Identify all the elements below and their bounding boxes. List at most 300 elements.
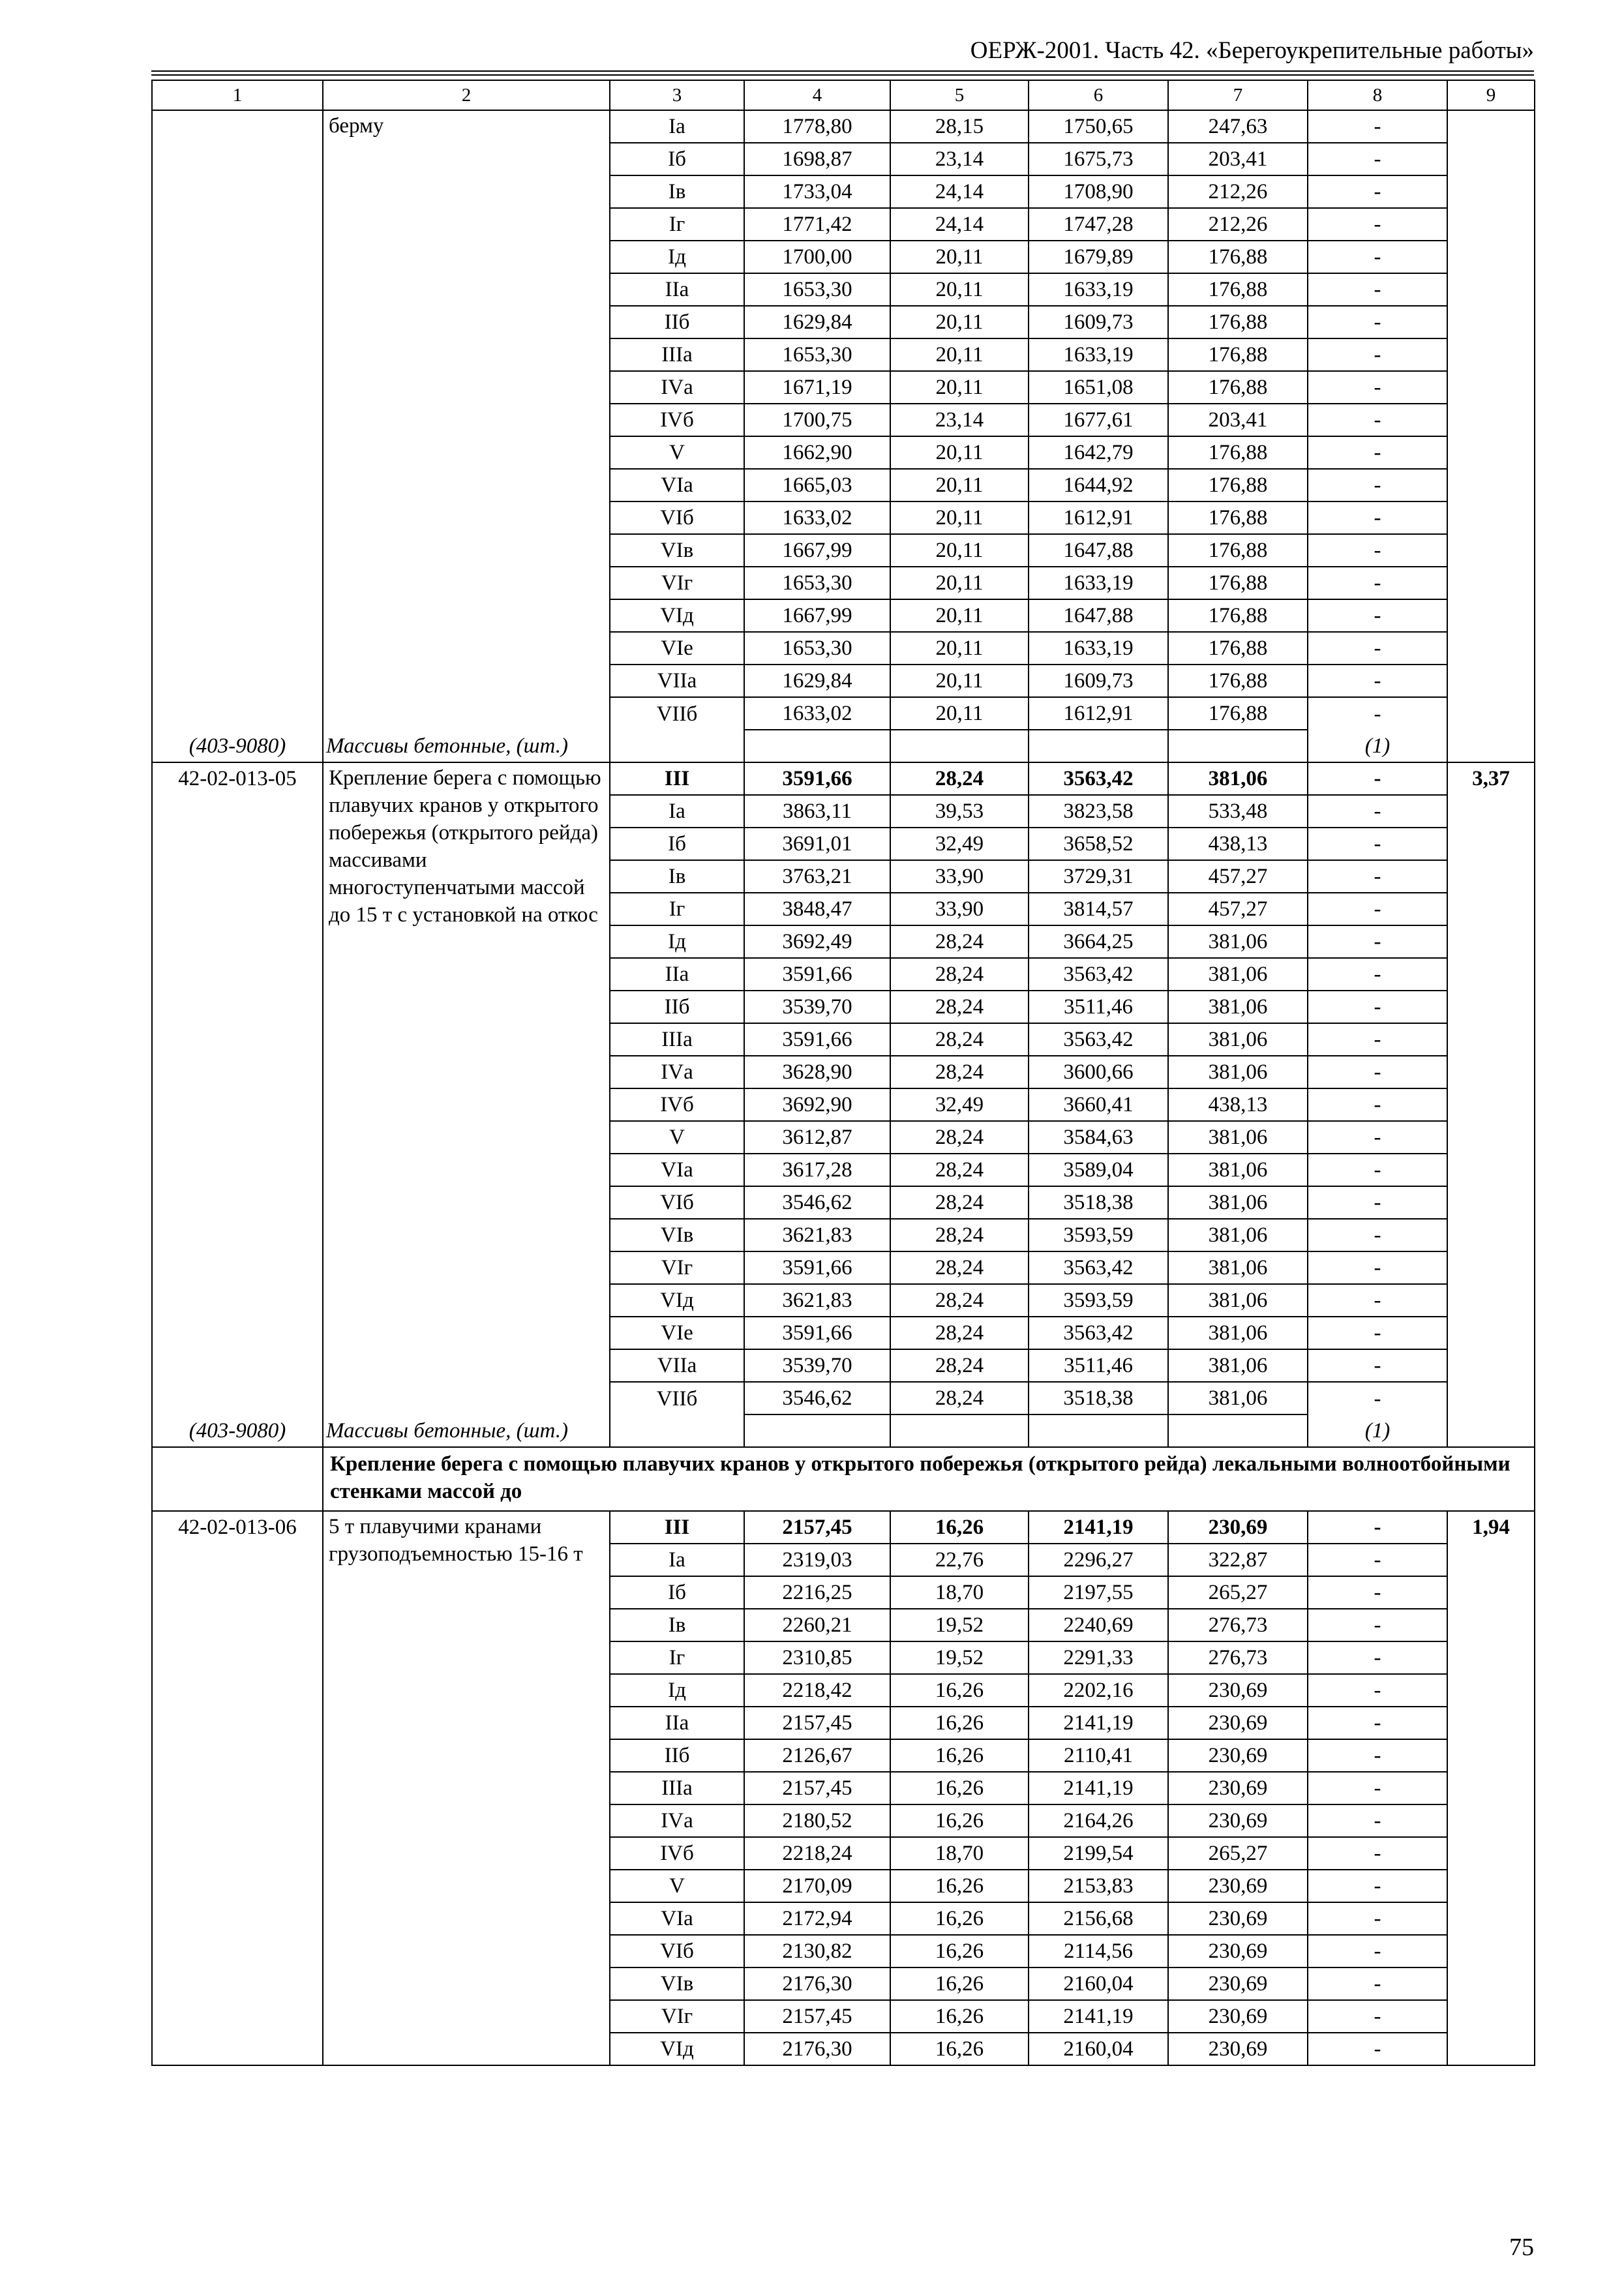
zone-cell: IVб	[610, 1837, 744, 1870]
zone-cell: IIб	[610, 306, 744, 338]
value-cell: -	[1308, 567, 1447, 599]
value-cell: -	[1308, 1641, 1447, 1674]
zone-cell: VIб	[610, 1935, 744, 1967]
value-cell: 2114,56	[1029, 1935, 1168, 1967]
value-cell: 2160,04	[1029, 2033, 1168, 2065]
value-cell: 1647,88	[1029, 534, 1168, 567]
value-cell: 212,26	[1168, 208, 1308, 241]
value-cell: 381,06	[1168, 1219, 1308, 1251]
value-cell: 32,49	[890, 1088, 1029, 1121]
value-cell: 20,11	[890, 469, 1029, 501]
value-cell: 1653,30	[744, 632, 890, 665]
value-cell: 1671,19	[744, 371, 890, 404]
table-row	[152, 1511, 1535, 1544]
rate-code-cell: 42-02-013-05	[152, 762, 323, 1414]
value-cell: 2218,24	[744, 1837, 890, 1870]
value-cell: 230,69	[1168, 1967, 1308, 2000]
table-row	[152, 762, 1535, 795]
value-cell: 28,24	[890, 991, 1029, 1023]
value-cell: -	[1308, 2033, 1447, 2065]
value-cell: 16,26	[890, 1511, 1029, 1544]
value-cell: -	[1308, 1935, 1447, 1967]
value-cell: -	[1308, 860, 1447, 893]
value-cell: 16,26	[890, 1870, 1029, 1902]
value-cell: 20,11	[890, 534, 1029, 567]
value-cell: 28,24	[890, 1154, 1029, 1186]
zone-cell: V	[610, 1870, 744, 1902]
value-cell: -	[1308, 697, 1447, 730]
value-cell: 3621,83	[744, 1219, 890, 1251]
value-cell: 2176,30	[744, 1967, 890, 2000]
value-cell: 3511,46	[1029, 991, 1168, 1023]
value-cell: 381,06	[1168, 1121, 1308, 1154]
value-cell: 20,11	[890, 273, 1029, 306]
zone-cell: V	[610, 1121, 744, 1154]
value-cell: 1633,02	[744, 501, 890, 534]
material-row	[152, 730, 1535, 762]
value-cell: -	[1308, 991, 1447, 1023]
value-cell: 176,88	[1168, 599, 1308, 632]
zone-cell: VIг	[610, 1251, 744, 1284]
zone-cell: III	[610, 762, 744, 795]
zone-cell: VIд	[610, 599, 744, 632]
value-cell: -	[1308, 665, 1447, 697]
value-cell: 33,90	[890, 893, 1029, 925]
zone-cell: VIа	[610, 1902, 744, 1935]
value-cell: -	[1308, 1186, 1447, 1219]
zone-cell: Iб	[610, 143, 744, 175]
value-cell: 176,88	[1168, 241, 1308, 273]
value-cell: 1677,61	[1029, 404, 1168, 436]
value-cell: -	[1308, 1219, 1447, 1251]
value-cell: 203,41	[1168, 404, 1308, 436]
value-cell: 1675,73	[1029, 143, 1168, 175]
zone-cell: V	[610, 436, 744, 469]
value-cell: 23,14	[890, 143, 1029, 175]
empty-cell	[152, 1447, 323, 1511]
empty-cell	[610, 1414, 744, 1447]
value-cell: 16,26	[890, 1935, 1029, 1967]
value-cell: 3539,70	[744, 1349, 890, 1382]
empty-cell	[744, 730, 890, 762]
value-cell: -	[1308, 1837, 1447, 1870]
value-cell: 19,52	[890, 1609, 1029, 1641]
value-cell: 2160,04	[1029, 1967, 1168, 2000]
material-name: Массивы бетонные, (шт.)	[323, 1414, 610, 1447]
value-cell: 1653,30	[744, 338, 890, 371]
value-cell: 2153,83	[1029, 1870, 1168, 1902]
zone-cell: VIб	[610, 1186, 744, 1219]
value-cell: 2310,85	[744, 1641, 890, 1674]
value-cell: 1698,87	[744, 143, 890, 175]
value-cell: -	[1308, 828, 1447, 860]
zone-cell: Iд	[610, 1674, 744, 1707]
value-cell: 1653,30	[744, 273, 890, 306]
value-cell: 1665,03	[744, 469, 890, 501]
value-cell: 2156,68	[1029, 1902, 1168, 1935]
zone-cell: VIг	[610, 2000, 744, 2033]
value-cell: 2176,30	[744, 2033, 890, 2065]
value-cell: -	[1308, 338, 1447, 371]
zone-cell: IIIа	[610, 338, 744, 371]
value-cell: 2197,55	[1029, 1576, 1168, 1609]
value-cell: 176,88	[1168, 338, 1308, 371]
zone-cell: VIIб	[610, 1382, 744, 1414]
rate-code-cell: 42-02-013-06	[152, 1511, 323, 2065]
value-cell: -	[1308, 893, 1447, 925]
value-cell: -	[1308, 958, 1447, 991]
value-cell: 176,88	[1168, 632, 1308, 665]
coefficient-cell: 1,94	[1447, 1511, 1535, 2065]
zone-cell: VIв	[610, 1967, 744, 2000]
value-cell: 16,26	[890, 1707, 1029, 1739]
zone-cell: IVа	[610, 1804, 744, 1837]
value-cell: -	[1308, 1511, 1447, 1544]
value-cell: 3518,38	[1029, 1382, 1168, 1414]
value-cell: 2141,19	[1029, 1707, 1168, 1739]
value-cell: 1633,19	[1029, 567, 1168, 599]
value-cell: -	[1308, 1349, 1447, 1382]
value-cell: 2291,33	[1029, 1641, 1168, 1674]
value-cell: -	[1308, 1739, 1447, 1772]
value-cell: 176,88	[1168, 534, 1308, 567]
material-quantity: (1)	[1308, 1414, 1447, 1447]
value-cell: 322,87	[1168, 1544, 1308, 1576]
value-cell: 3612,87	[744, 1121, 890, 1154]
header-rule	[151, 70, 1534, 72]
value-cell: -	[1308, 208, 1447, 241]
value-cell: -	[1308, 1772, 1447, 1804]
value-cell: 1612,91	[1029, 501, 1168, 534]
value-cell: 3518,38	[1029, 1186, 1168, 1219]
value-cell: -	[1308, 1154, 1447, 1186]
value-cell: 176,88	[1168, 469, 1308, 501]
empty-cell	[744, 1414, 890, 1447]
value-cell: -	[1308, 1609, 1447, 1641]
value-cell: 1609,73	[1029, 306, 1168, 338]
value-cell: -	[1308, 1382, 1447, 1414]
table-row	[152, 110, 1535, 143]
value-cell: 3593,59	[1029, 1219, 1168, 1251]
zone-cell: VIIа	[610, 665, 744, 697]
value-cell: 20,11	[890, 632, 1029, 665]
value-cell: 230,69	[1168, 1511, 1308, 1544]
column-number: 6	[1029, 80, 1168, 110]
zone-cell: VIд	[610, 1284, 744, 1317]
zone-cell: VIIа	[610, 1349, 744, 1382]
value-cell: 16,26	[890, 1739, 1029, 1772]
value-cell: 3511,46	[1029, 1349, 1168, 1382]
rates-table-body	[152, 80, 1535, 2065]
value-cell: 2141,19	[1029, 2000, 1168, 2033]
value-cell: 1771,42	[744, 208, 890, 241]
value-cell: 20,11	[890, 567, 1029, 599]
value-cell: 19,52	[890, 1641, 1029, 1674]
value-cell: 1644,92	[1029, 469, 1168, 501]
value-cell: 1667,99	[744, 599, 890, 632]
value-cell: 3563,42	[1029, 1317, 1168, 1349]
value-cell: 3539,70	[744, 991, 890, 1023]
value-cell: 176,88	[1168, 567, 1308, 599]
value-cell: 28,24	[890, 1121, 1029, 1154]
material-quantity: (1)	[1308, 730, 1447, 762]
value-cell: 3591,66	[744, 1251, 890, 1284]
value-cell: 1662,90	[744, 436, 890, 469]
value-cell: 3664,25	[1029, 925, 1168, 958]
value-cell: 381,06	[1168, 762, 1308, 795]
value-cell: 457,27	[1168, 860, 1308, 893]
material-code: (403-9080)	[152, 730, 323, 762]
material-code: (403-9080)	[152, 1414, 323, 1447]
value-cell: 1647,88	[1029, 599, 1168, 632]
value-cell: 3692,49	[744, 925, 890, 958]
value-cell: 28,24	[890, 925, 1029, 958]
value-cell: 2170,09	[744, 1870, 890, 1902]
value-cell: 28,15	[890, 110, 1029, 143]
value-cell: -	[1308, 1576, 1447, 1609]
value-cell: 20,11	[890, 241, 1029, 273]
value-cell: -	[1308, 1056, 1447, 1088]
value-cell: 1633,19	[1029, 338, 1168, 371]
value-cell: 276,73	[1168, 1609, 1308, 1641]
value-cell: 2240,69	[1029, 1609, 1168, 1641]
value-cell: 457,27	[1168, 893, 1308, 925]
value-cell: -	[1308, 2000, 1447, 2033]
value-cell: 20,11	[890, 436, 1029, 469]
value-cell: 203,41	[1168, 143, 1308, 175]
value-cell: 381,06	[1168, 1186, 1308, 1219]
value-cell: 2141,19	[1029, 1772, 1168, 1804]
value-cell: 230,69	[1168, 1935, 1308, 1967]
zone-cell: IIа	[610, 1707, 744, 1739]
zone-cell: VIа	[610, 1154, 744, 1186]
value-cell: 2172,94	[744, 1902, 890, 1935]
value-cell: 1700,75	[744, 404, 890, 436]
zone-cell: IIIа	[610, 1772, 744, 1804]
column-number: 7	[1168, 80, 1308, 110]
value-cell: 16,26	[890, 1772, 1029, 1804]
value-cell: -	[1308, 501, 1447, 534]
value-cell: -	[1308, 762, 1447, 795]
column-number-row	[152, 80, 1535, 110]
zone-cell: IIа	[610, 958, 744, 991]
value-cell: -	[1308, 1804, 1447, 1837]
value-cell: 1633,19	[1029, 632, 1168, 665]
column-number: 2	[323, 80, 610, 110]
empty-cell	[890, 1414, 1029, 1447]
value-cell: 381,06	[1168, 1349, 1308, 1382]
value-cell: 247,63	[1168, 110, 1308, 143]
value-cell: 3593,59	[1029, 1284, 1168, 1317]
zone-cell: Iб	[610, 1576, 744, 1609]
value-cell: 176,88	[1168, 697, 1308, 730]
value-cell: 2130,82	[744, 1935, 890, 1967]
value-cell: 33,90	[890, 860, 1029, 893]
value-cell: 28,24	[890, 1317, 1029, 1349]
value-cell: 381,06	[1168, 958, 1308, 991]
value-cell: 1651,08	[1029, 371, 1168, 404]
value-cell: -	[1308, 534, 1447, 567]
value-cell: 20,11	[890, 371, 1029, 404]
value-cell: 230,69	[1168, 1739, 1308, 1772]
column-number: 5	[890, 80, 1029, 110]
empty-cell	[610, 730, 744, 762]
value-cell: 1642,79	[1029, 436, 1168, 469]
value-cell: 2157,45	[744, 2000, 890, 2033]
value-cell: 39,53	[890, 795, 1029, 828]
zone-cell: VIа	[610, 469, 744, 501]
value-cell: -	[1308, 1284, 1447, 1317]
value-cell: 23,14	[890, 404, 1029, 436]
value-cell: -	[1308, 143, 1447, 175]
value-cell: 2110,41	[1029, 1739, 1168, 1772]
value-cell: -	[1308, 110, 1447, 143]
value-cell: 3691,01	[744, 828, 890, 860]
value-cell: 20,11	[890, 306, 1029, 338]
value-cell: 18,70	[890, 1837, 1029, 1870]
zone-cell: Iв	[610, 175, 744, 208]
value-cell: 381,06	[1168, 1284, 1308, 1317]
value-cell: 381,06	[1168, 1056, 1308, 1088]
value-cell: -	[1308, 1967, 1447, 2000]
zone-cell: Iа	[610, 795, 744, 828]
value-cell: -	[1308, 1674, 1447, 1707]
value-cell: 265,27	[1168, 1837, 1308, 1870]
value-cell: 16,26	[890, 1902, 1029, 1935]
value-cell: 20,11	[890, 665, 1029, 697]
value-cell: 381,06	[1168, 925, 1308, 958]
rate-description: 5 т плавучими кранами грузоподъемностью 15-16 т	[323, 1511, 610, 2065]
value-cell: -	[1308, 1902, 1447, 1935]
value-cell: -	[1308, 1251, 1447, 1284]
zone-cell: Iг	[610, 893, 744, 925]
value-cell: -	[1308, 1707, 1447, 1739]
zone-cell: IVб	[610, 1088, 744, 1121]
zone-cell: Iб	[610, 828, 744, 860]
value-cell: 3546,62	[744, 1186, 890, 1219]
value-cell: 32,49	[890, 828, 1029, 860]
zone-cell: Iа	[610, 1544, 744, 1576]
value-cell: 230,69	[1168, 1674, 1308, 1707]
value-cell: 1633,19	[1029, 273, 1168, 306]
value-cell: 1700,00	[744, 241, 890, 273]
zone-cell: IIб	[610, 1739, 744, 1772]
rate-description: Крепление берега с помощью плавучих кранов у открытого побережья (открытого рейда) массивами многоступенчатыми массой до 15 т с установкой на откос	[323, 762, 610, 1414]
value-cell: 176,88	[1168, 436, 1308, 469]
value-cell: 176,88	[1168, 306, 1308, 338]
value-cell: 176,88	[1168, 371, 1308, 404]
empty-cell	[1029, 1414, 1168, 1447]
value-cell: -	[1308, 599, 1447, 632]
value-cell: -	[1308, 1544, 1447, 1576]
value-cell: 3591,66	[744, 1317, 890, 1349]
value-cell: 1629,84	[744, 306, 890, 338]
empty-cell	[890, 730, 1029, 762]
zone-cell: Iа	[610, 110, 744, 143]
value-cell: 1609,73	[1029, 665, 1168, 697]
value-cell: 2319,03	[744, 1544, 890, 1576]
value-cell: 3823,58	[1029, 795, 1168, 828]
value-cell: 1750,65	[1029, 110, 1168, 143]
coefficient-cell	[1447, 110, 1535, 762]
section-heading: Крепление берега с помощью плавучих кранов у открытого побережья (открытого рейда) лекальными волноотбойными стенками массой до	[323, 1447, 1535, 1511]
zone-cell: IIIа	[610, 1023, 744, 1056]
value-cell: 2199,54	[1029, 1837, 1168, 1870]
value-cell: 3591,66	[744, 762, 890, 795]
value-cell: 18,70	[890, 1576, 1029, 1609]
page-number: 75	[1509, 2234, 1534, 2261]
value-cell: 3848,47	[744, 893, 890, 925]
value-cell: 28,24	[890, 1186, 1029, 1219]
value-cell: -	[1308, 371, 1447, 404]
zone-cell: VIг	[610, 567, 744, 599]
value-cell: 2180,52	[744, 1804, 890, 1837]
value-cell: 16,26	[890, 2000, 1029, 2033]
zone-cell: Iв	[610, 860, 744, 893]
value-cell: 16,26	[890, 2033, 1029, 2065]
zone-cell: IVа	[610, 1056, 744, 1088]
value-cell: 381,06	[1168, 991, 1308, 1023]
value-cell: 3584,63	[1029, 1121, 1168, 1154]
column-number: 9	[1447, 80, 1535, 110]
value-cell: 381,06	[1168, 1251, 1308, 1284]
coefficient-cell: 3,37	[1447, 762, 1535, 1447]
zone-cell: Iг	[610, 1641, 744, 1674]
column-number: 4	[744, 80, 890, 110]
zone-cell: Iд	[610, 241, 744, 273]
value-cell: 3563,42	[1029, 958, 1168, 991]
zone-cell: VIв	[610, 534, 744, 567]
value-cell: 28,24	[890, 1023, 1029, 1056]
zone-cell: IVб	[610, 404, 744, 436]
value-cell: 533,48	[1168, 795, 1308, 828]
value-cell: 20,11	[890, 338, 1029, 371]
column-number: 3	[610, 80, 744, 110]
value-cell: 2157,45	[744, 1772, 890, 1804]
page-header-title: ОЕРЖ-2001. Часть 42. «Берегоукрепительные работы»	[970, 37, 1534, 64]
zone-cell: VIб	[610, 501, 744, 534]
value-cell: 2218,42	[744, 1674, 890, 1707]
value-cell: -	[1308, 273, 1447, 306]
value-cell: 1708,90	[1029, 175, 1168, 208]
value-cell: 1667,99	[744, 534, 890, 567]
value-cell: 230,69	[1168, 1870, 1308, 1902]
value-cell: -	[1308, 632, 1447, 665]
value-cell: 2157,45	[744, 1511, 890, 1544]
value-cell: 2141,19	[1029, 1511, 1168, 1544]
zone-cell: VIе	[610, 632, 744, 665]
value-cell: 2164,26	[1029, 1804, 1168, 1837]
value-cell: 1778,80	[744, 110, 890, 143]
value-cell: 3600,66	[1029, 1056, 1168, 1088]
value-cell: 1653,30	[744, 567, 890, 599]
value-cell: 176,88	[1168, 273, 1308, 306]
value-cell: -	[1308, 1088, 1447, 1121]
value-cell: 1679,89	[1029, 241, 1168, 273]
value-cell: 2260,21	[744, 1609, 890, 1641]
header-rule-double	[151, 74, 1534, 76]
material-name: Массивы бетонные, (шт.)	[323, 730, 610, 762]
value-cell: -	[1308, 306, 1447, 338]
rate-description: берму	[323, 110, 610, 730]
value-cell: 28,24	[890, 1349, 1029, 1382]
empty-cell	[1168, 1414, 1308, 1447]
value-cell: -	[1308, 1023, 1447, 1056]
value-cell: 381,06	[1168, 1154, 1308, 1186]
column-number: 8	[1308, 80, 1447, 110]
zone-cell: Iг	[610, 208, 744, 241]
value-cell: 1633,02	[744, 697, 890, 730]
